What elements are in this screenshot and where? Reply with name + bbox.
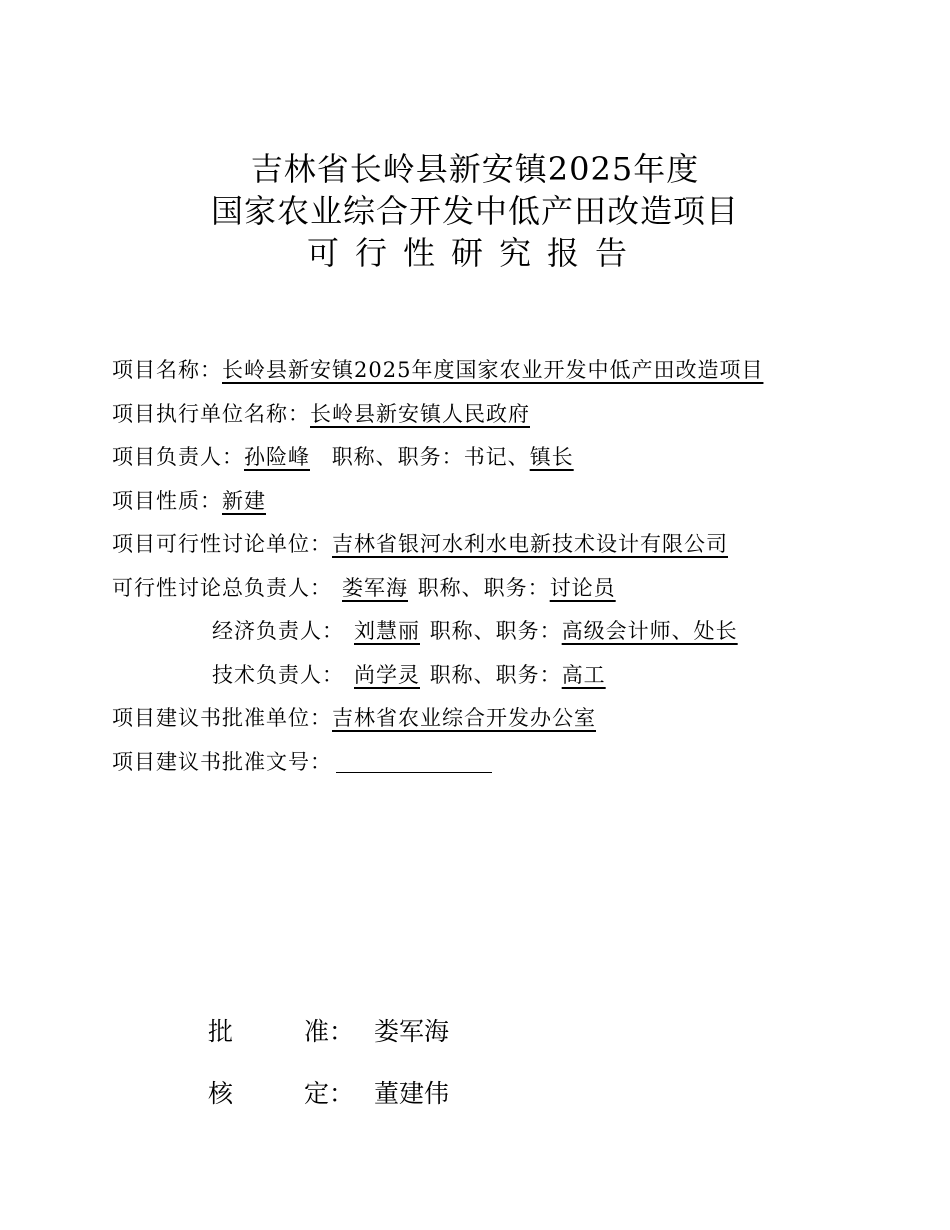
economic-lead-label: 经济负责人： <box>212 619 344 643</box>
row-approval-doc <box>112 744 932 788</box>
title-line-2: 国家农业综合开发中低产田改造项目 <box>210 192 739 230</box>
row-economic-lead <box>112 613 932 657</box>
approve-label-2: 准： <box>304 1017 355 1046</box>
tech-lead-title-label: 职称、职务： <box>429 662 562 687</box>
feasibility-unit-value: 吉林省银河水利水电新技术设计有限公司 <box>332 532 728 556</box>
feasibility-unit-label: 项目可行性讨论单位： <box>112 532 332 556</box>
project-name-value: 长岭县新安镇2025年度国家农业开发中低产田改造项目 <box>222 358 764 382</box>
title-line-1: 吉林省长岭县新安镇2025年度 <box>250 150 700 188</box>
row-leader <box>112 439 932 483</box>
feasibility-chief-title-label: 职称、职务： <box>417 575 550 600</box>
row-feasibility-unit <box>112 526 932 570</box>
report-title <box>0 148 950 274</box>
verify-label-1: 核 <box>208 1079 234 1108</box>
row-feasibility-chief <box>112 570 932 614</box>
approval-doc-blank <box>336 744 492 773</box>
approval-doc-label: 项目建议书批准文号： <box>112 749 332 774</box>
economic-lead-title-label: 职称、职务： <box>429 619 562 643</box>
row-tech-lead <box>112 657 932 701</box>
leader-title-label: 职称、职务： <box>331 445 464 469</box>
approve-label-1: 批 <box>208 1017 234 1046</box>
approve-signature <box>208 1012 449 1048</box>
leader-label: 项目负责人： <box>112 445 244 469</box>
tech-lead-label: 技术负责人： <box>212 662 344 687</box>
project-name-label: 项目名称： <box>112 358 222 382</box>
verify-signature <box>208 1074 449 1110</box>
row-exec-unit <box>112 396 932 440</box>
project-info-fields <box>112 352 932 787</box>
feasibility-chief-value: 娄军海 <box>342 575 408 600</box>
approval-unit-value: 吉林省农业综合开发办公室 <box>332 706 596 730</box>
verify-label-2: 定： <box>304 1079 355 1108</box>
nature-label: 项目性质： <box>112 488 222 513</box>
tech-lead-value: 尚学灵 <box>354 662 420 687</box>
approval-unit-label: 项目建议书批准单位： <box>112 706 332 730</box>
feasibility-chief-label: 可行性讨论总负责人： <box>112 575 332 600</box>
row-approval-unit <box>112 700 932 744</box>
row-project-name <box>112 352 932 396</box>
leader-title-value-1: 书记、 <box>463 445 530 469</box>
economic-lead-title-value: 高级会计师、处长 <box>561 619 738 643</box>
economic-lead-value: 刘慧丽 <box>354 619 420 643</box>
tech-lead-title-value: 高工 <box>561 662 606 687</box>
feasibility-chief-title-value: 讨论员 <box>549 575 616 600</box>
title-line-3: 可行性研究报告 <box>306 234 643 272</box>
row-nature <box>112 483 932 527</box>
nature-value: 新建 <box>222 488 266 513</box>
leader-value: 孙险峰 <box>244 445 310 469</box>
approve-name: 娄军海 <box>374 1017 450 1046</box>
exec-unit-value: 长岭县新安镇人民政府 <box>310 401 530 426</box>
leader-title-value-2: 镇长 <box>529 445 574 469</box>
exec-unit-label: 项目执行单位名称： <box>112 401 310 426</box>
verify-name: 董建伟 <box>374 1079 450 1108</box>
